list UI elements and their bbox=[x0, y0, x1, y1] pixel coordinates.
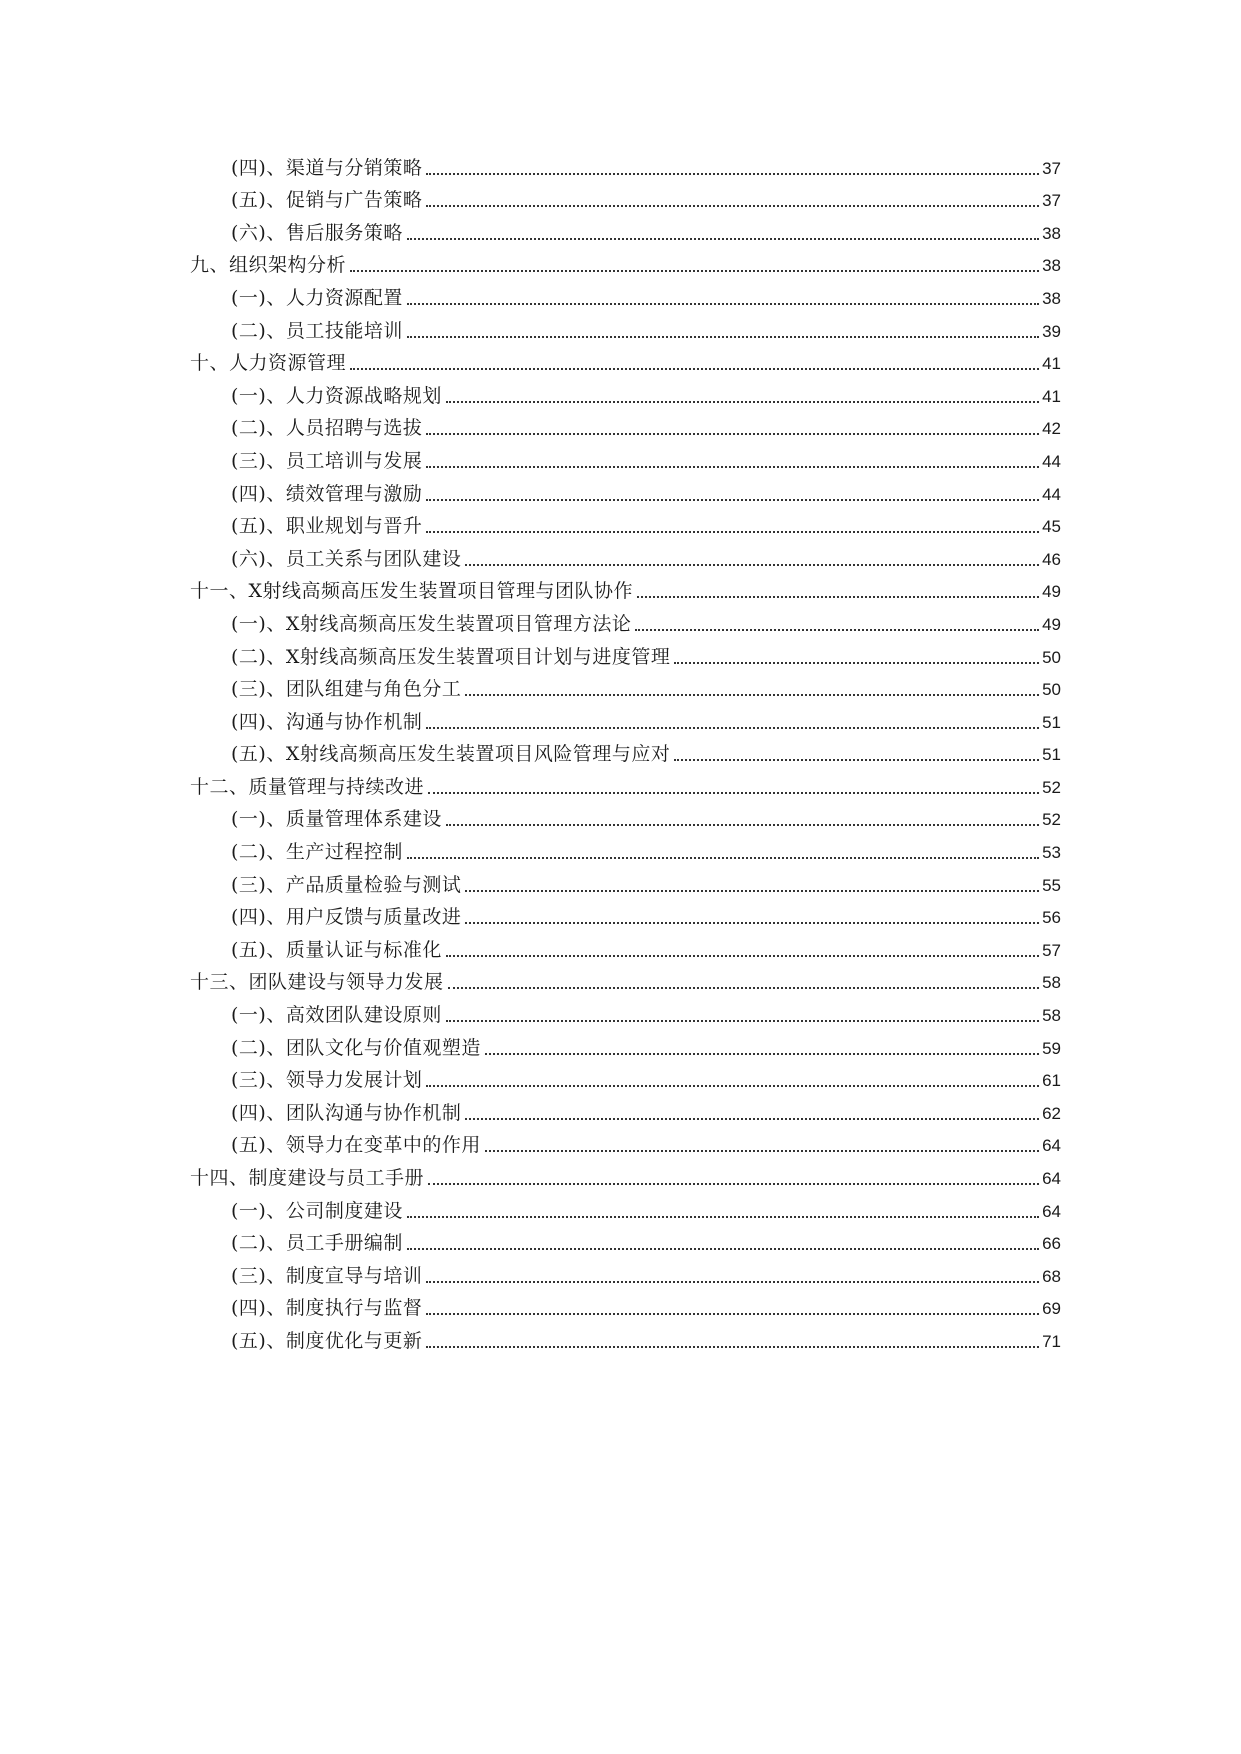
toc-dot-leader bbox=[426, 530, 1039, 533]
toc-section-entry[interactable] bbox=[0, 379, 1241, 412]
toc-section-entry[interactable] bbox=[0, 738, 1241, 771]
toc-page-number: 38 bbox=[1042, 223, 1061, 243]
toc-entry-title: (四)、绩效管理与激励 bbox=[231, 482, 423, 505]
toc-entry-title: 十一、X射线高频高压发生装置项目管理与团队协作 bbox=[190, 580, 634, 603]
toc-section-entry[interactable] bbox=[0, 1031, 1241, 1064]
toc-entry-title: 十三、团队建设与领导力发展 bbox=[190, 971, 444, 994]
toc-page-number: 66 bbox=[1042, 1234, 1061, 1254]
toc-dot-leader bbox=[465, 1117, 1039, 1120]
toc-dot-leader bbox=[407, 856, 1039, 859]
table-of-contents bbox=[0, 151, 1241, 1357]
toc-page-number: 61 bbox=[1042, 1071, 1061, 1091]
toc-page-number: 45 bbox=[1042, 517, 1061, 537]
toc-section-entry[interactable] bbox=[0, 1129, 1241, 1162]
toc-entry-title: (六)、员工关系与团队建设 bbox=[231, 547, 462, 570]
toc-section-entry[interactable] bbox=[0, 184, 1241, 217]
toc-page-number: 37 bbox=[1042, 158, 1061, 178]
toc-entry-title: (四)、沟通与协作机制 bbox=[231, 710, 423, 733]
toc-dot-leader bbox=[407, 302, 1039, 305]
toc-dot-leader bbox=[485, 1149, 1039, 1152]
toc-section-entry[interactable] bbox=[0, 1064, 1241, 1097]
toc-entry-title: (二)、员工手册编制 bbox=[231, 1232, 403, 1255]
toc-page-number: 59 bbox=[1042, 1038, 1061, 1058]
toc-page-number: 58 bbox=[1042, 973, 1061, 993]
toc-entry-title: (五)、X射线高频高压发生装置项目风险管理与应对 bbox=[231, 743, 671, 766]
toc-entry-title: (五)、职业规划与晋升 bbox=[231, 515, 423, 538]
toc-dot-leader bbox=[428, 791, 1039, 794]
toc-section-entry[interactable] bbox=[0, 868, 1241, 901]
toc-dot-leader bbox=[426, 465, 1039, 468]
toc-page-number: 49 bbox=[1042, 582, 1061, 602]
toc-section-entry[interactable] bbox=[0, 673, 1241, 706]
toc-page-number: 56 bbox=[1042, 908, 1061, 928]
toc-page-number: 68 bbox=[1042, 1266, 1061, 1286]
toc-entry-title: (一)、X射线高频高压发生装置项目管理方法论 bbox=[231, 612, 632, 635]
toc-dot-leader bbox=[465, 563, 1039, 566]
toc-page-number: 50 bbox=[1042, 647, 1061, 667]
toc-dot-leader bbox=[465, 921, 1039, 924]
toc-section-entry[interactable] bbox=[0, 542, 1241, 575]
toc-entry-title: (五)、质量认证与标准化 bbox=[231, 938, 442, 961]
toc-page-number: 38 bbox=[1042, 288, 1061, 308]
toc-page-number: 42 bbox=[1042, 419, 1061, 439]
toc-page-number: 71 bbox=[1042, 1331, 1061, 1351]
toc-dot-leader bbox=[465, 693, 1039, 696]
toc-page-number: 51 bbox=[1042, 745, 1061, 765]
toc-section-entry[interactable] bbox=[0, 1096, 1241, 1129]
toc-entry-title: (三)、员工培训与发展 bbox=[231, 449, 423, 472]
toc-page-number: 55 bbox=[1042, 875, 1061, 895]
toc-dot-leader bbox=[350, 367, 1039, 370]
toc-dot-leader bbox=[426, 204, 1039, 207]
toc-entry-title: (一)、人力资源战略规划 bbox=[231, 384, 442, 407]
toc-dot-leader bbox=[426, 1084, 1039, 1087]
toc-page-number: 44 bbox=[1042, 484, 1061, 504]
toc-page-number: 39 bbox=[1042, 321, 1061, 341]
toc-section-entry[interactable] bbox=[0, 705, 1241, 738]
toc-page-number: 41 bbox=[1042, 354, 1061, 374]
toc-chapter-entry[interactable] bbox=[0, 249, 1241, 282]
toc-section-entry[interactable] bbox=[0, 1194, 1241, 1227]
toc-page-number: 64 bbox=[1042, 1136, 1061, 1156]
toc-section-entry[interactable] bbox=[0, 803, 1241, 836]
toc-dot-leader bbox=[428, 1182, 1039, 1185]
toc-page-number: 50 bbox=[1042, 680, 1061, 700]
toc-chapter-entry[interactable] bbox=[0, 575, 1241, 608]
toc-entry-title: (五)、促销与广告策略 bbox=[231, 189, 423, 212]
toc-entry-title: (三)、制度宣导与培训 bbox=[231, 1264, 423, 1287]
toc-page-number: 44 bbox=[1042, 451, 1061, 471]
toc-dot-leader bbox=[465, 889, 1039, 892]
toc-section-entry[interactable] bbox=[0, 314, 1241, 347]
toc-entry-title: (四)、团队沟通与协作机制 bbox=[231, 1101, 462, 1124]
toc-section-entry[interactable] bbox=[0, 933, 1241, 966]
toc-entry-title: (六)、售后服务策略 bbox=[231, 221, 403, 244]
toc-section-entry[interactable] bbox=[0, 1227, 1241, 1260]
toc-page-number: 64 bbox=[1042, 1201, 1061, 1221]
toc-entry-title: (二)、员工技能培训 bbox=[231, 319, 403, 342]
toc-section-entry[interactable] bbox=[0, 998, 1241, 1031]
toc-section-entry[interactable] bbox=[0, 607, 1241, 640]
toc-section-entry[interactable] bbox=[0, 1259, 1241, 1292]
toc-dot-leader bbox=[448, 986, 1040, 989]
toc-entry-title: (二)、生产过程控制 bbox=[231, 841, 403, 864]
toc-chapter-entry[interactable] bbox=[0, 966, 1241, 999]
toc-entry-title: (四)、用户反馈与质量改进 bbox=[231, 906, 462, 929]
toc-chapter-entry[interactable] bbox=[0, 770, 1241, 803]
toc-section-entry[interactable] bbox=[0, 901, 1241, 934]
toc-dot-leader bbox=[426, 1312, 1039, 1315]
toc-entry-title: (三)、产品质量检验与测试 bbox=[231, 873, 462, 896]
toc-entry-title: (三)、团队组建与角色分工 bbox=[231, 678, 462, 701]
toc-dot-leader bbox=[426, 432, 1039, 435]
toc-section-entry[interactable] bbox=[0, 281, 1241, 314]
toc-dot-leader bbox=[426, 726, 1039, 729]
toc-page-number: 37 bbox=[1042, 191, 1061, 211]
toc-dot-leader bbox=[674, 661, 1039, 664]
toc-dot-leader bbox=[446, 823, 1039, 826]
toc-page-number: 51 bbox=[1042, 712, 1061, 732]
toc-section-entry[interactable] bbox=[0, 640, 1241, 673]
toc-page-number: 58 bbox=[1042, 1006, 1061, 1026]
toc-dot-leader bbox=[426, 1345, 1039, 1348]
toc-dot-leader bbox=[446, 1019, 1039, 1022]
toc-entry-title: (一)、公司制度建设 bbox=[231, 1199, 403, 1222]
toc-dot-leader bbox=[407, 335, 1039, 338]
toc-section-entry[interactable] bbox=[0, 510, 1241, 543]
toc-entry-title: 九、组织架构分析 bbox=[190, 254, 347, 277]
toc-dot-leader bbox=[426, 1280, 1039, 1283]
toc-chapter-entry[interactable] bbox=[0, 1161, 1241, 1194]
toc-dot-leader bbox=[407, 1247, 1039, 1250]
toc-entry-title: 十二、质量管理与持续改进 bbox=[190, 775, 425, 798]
toc-page-number: 46 bbox=[1042, 549, 1061, 569]
toc-entry-title: (二)、团队文化与价值观塑造 bbox=[231, 1036, 481, 1059]
toc-page-number: 52 bbox=[1042, 777, 1061, 797]
toc-section-entry[interactable] bbox=[0, 216, 1241, 249]
toc-dot-leader bbox=[407, 1215, 1039, 1218]
toc-entry-title: (四)、制度执行与监督 bbox=[231, 1297, 423, 1320]
toc-section-entry[interactable] bbox=[0, 835, 1241, 868]
toc-page-number: 64 bbox=[1042, 1169, 1061, 1188]
toc-section-entry[interactable] bbox=[0, 477, 1241, 510]
toc-entry-title: (一)、质量管理体系建设 bbox=[231, 808, 442, 831]
toc-page-number: 69 bbox=[1042, 1299, 1061, 1319]
toc-dot-leader bbox=[485, 1052, 1039, 1055]
toc-dot-leader bbox=[446, 400, 1039, 403]
toc-section-entry[interactable] bbox=[0, 1324, 1241, 1357]
toc-dot-leader bbox=[674, 758, 1039, 761]
toc-entry-title: (五)、领导力在变革中的作用 bbox=[231, 1134, 481, 1157]
toc-entry-title: 十、人力资源管理 bbox=[190, 352, 347, 375]
toc-page-number: 49 bbox=[1042, 614, 1061, 634]
toc-entry-title: (二)、X射线高频高压发生装置项目计划与进度管理 bbox=[231, 645, 671, 668]
toc-page-number: 53 bbox=[1042, 843, 1061, 863]
toc-dot-leader bbox=[426, 498, 1039, 501]
toc-entry-title: (一)、高效团队建设原则 bbox=[231, 1004, 442, 1027]
toc-dot-leader bbox=[426, 172, 1039, 175]
toc-dot-leader bbox=[446, 954, 1039, 957]
toc-entry-title: (二)、人员招聘与选拔 bbox=[231, 417, 423, 440]
toc-dot-leader bbox=[407, 237, 1039, 240]
toc-entry-title: (三)、领导力发展计划 bbox=[231, 1069, 423, 1092]
toc-section-entry[interactable] bbox=[0, 444, 1241, 477]
toc-dot-leader bbox=[637, 595, 1039, 598]
toc-page-number: 38 bbox=[1042, 256, 1061, 276]
toc-section-entry[interactable] bbox=[0, 1292, 1241, 1325]
toc-dot-leader bbox=[350, 269, 1039, 272]
toc-section-entry[interactable] bbox=[0, 412, 1241, 445]
toc-chapter-entry[interactable] bbox=[0, 347, 1241, 380]
toc-page-number: 62 bbox=[1042, 1103, 1061, 1123]
toc-page-number: 41 bbox=[1042, 386, 1061, 406]
toc-page-number: 52 bbox=[1042, 810, 1061, 830]
toc-section-entry[interactable] bbox=[0, 151, 1241, 184]
toc-entry-title: (四)、渠道与分销策略 bbox=[231, 156, 423, 179]
toc-entry-title: (五)、制度优化与更新 bbox=[231, 1329, 423, 1352]
toc-entry-title: (一)、人力资源配置 bbox=[231, 286, 403, 309]
toc-dot-leader bbox=[635, 628, 1039, 631]
toc-page-number: 57 bbox=[1042, 940, 1061, 960]
toc-entry-title: 十四、制度建设与员工手册 bbox=[190, 1167, 425, 1189]
